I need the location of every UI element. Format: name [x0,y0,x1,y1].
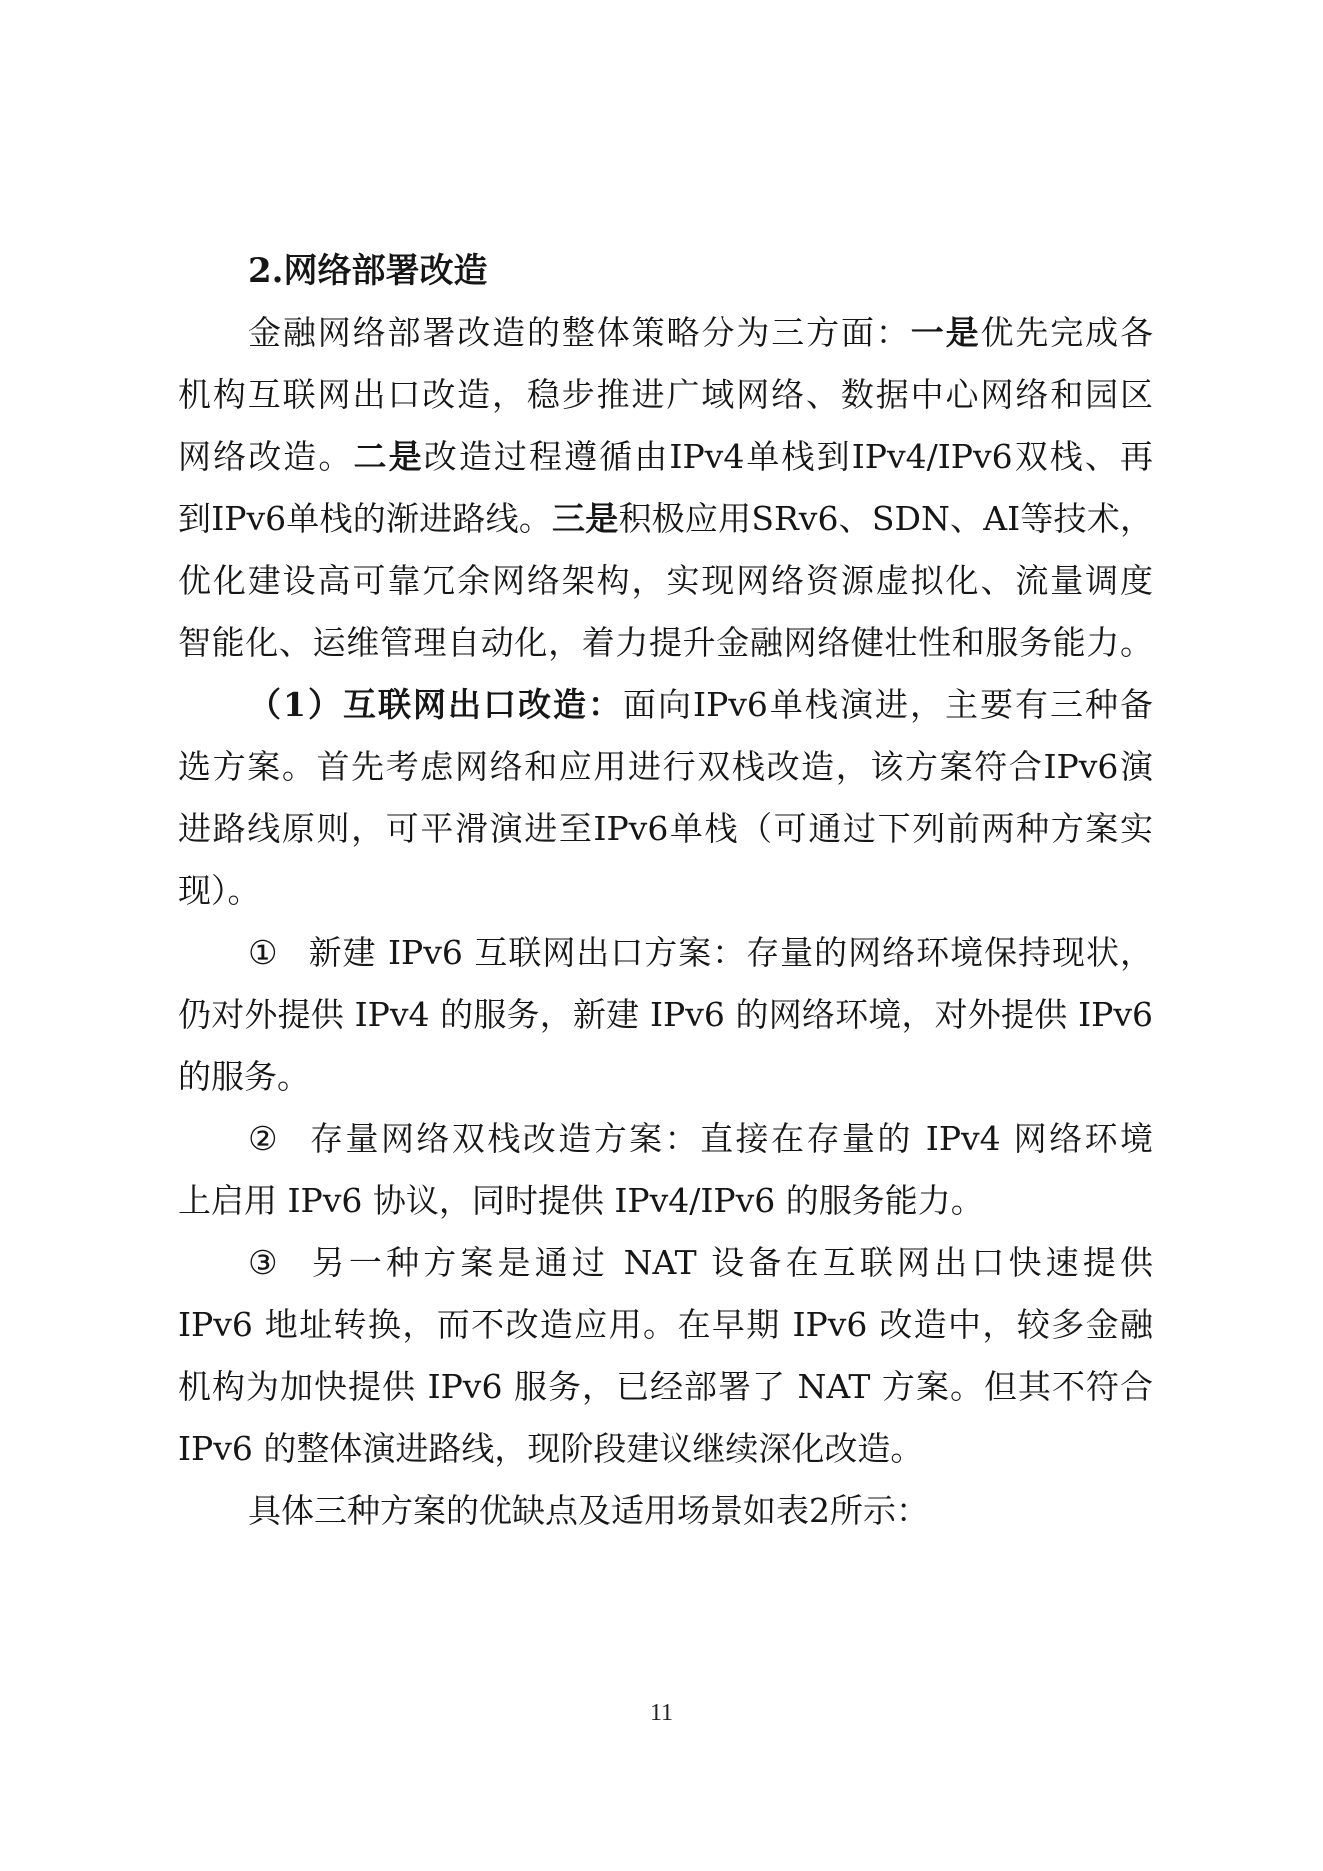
text-line: 上启用 IPv6 协议，同时提供 IPv4/IPv6 的服务能力。 [178,1181,984,1220]
text-run: 优先完成各 [980,313,1153,352]
text-run: 网络改造。 [178,437,354,476]
text-line [178,302,1153,364]
paragraph-option-1 [178,922,1153,1108]
paragraph-strategy [178,302,1153,674]
text-line: 选方案。首先考虑网络和应用进行双栈改造，该方案符合IPv6演 [178,747,1153,786]
text-line: IPv6 的整体演进路线，现阶段建议继续深化改造。 [178,1429,924,1468]
text-line [178,1232,1153,1294]
text-line: 机构为加快提供 IPv6 服务，已经部署了 NAT 方案。但其不符合 [178,1367,1153,1406]
text-run: 改造过程遵循由IPv4单栈到IPv4/IPv6双栈、再 [423,437,1153,476]
emphasis-second: 二是 [353,437,424,476]
text-line: IPv6 地址转换，而不改造应用。在早期 IPv6 改造中，较多金融 [178,1305,1153,1344]
text-run: 积极应用SRv6、SDN、AI等技术， [618,499,1153,538]
paragraph-option-3 [178,1232,1153,1480]
list-marker-2: ② [248,1119,278,1158]
text-run: 新建 IPv6 互联网出口方案：存量的网络环境保持现状， [307,933,1153,972]
text-line [178,922,1153,984]
subsection-title: （1）互联网出口改造： [248,685,624,724]
text-line [178,674,1153,736]
paragraph-internet-exit [178,674,1153,922]
text-line [178,1108,1153,1170]
text-line: 的服务。 [178,1057,310,1096]
list-marker-3: ③ [248,1243,278,1282]
section-heading: 2.网络部署改造 [248,251,488,291]
text-line: 优化建设高可靠冗余网络架构，实现网络资源虚拟化、流量调度 [178,561,1153,600]
text-run: 金融网络部署改造的整体策略分为三方面： [248,313,911,352]
page-number: 11 [649,1700,674,1726]
text-line: 进路线原则，可平滑演进至IPv6单栈（可通过下列前两种方案实 [178,809,1153,848]
list-marker-1: ① [248,933,278,972]
text-run: 到IPv6单栈的渐进路线。 [178,499,553,538]
text-run: 面向IPv6单栈演进，主要有三种备 [623,685,1153,724]
text-run: 另一种方案是通过 NAT 设备在互联网出口快速提供 [307,1243,1153,1282]
text-line [178,426,1153,488]
emphasis-first: 一是 [910,313,981,352]
text-run: 存量网络双栈改造方案：直接在存量的 IPv4 网络环境 [307,1119,1153,1158]
text-line: 现）。 [178,871,261,910]
text-line [178,488,1153,550]
text-line: 机构互联网出口改造，稳步推进广域网络、数据中心网络和园区 [178,375,1153,414]
text-line: 智能化、运维管理自动化，着力提升金融网络健壮性和服务能力。 [178,623,1153,662]
paragraph-table-reference [178,1480,1153,1542]
paragraph-option-2 [178,1108,1153,1232]
emphasis-third: 三是 [552,499,619,538]
text-line: 具体三种方案的优缺点及适用场景如表2所示： [248,1491,929,1530]
page-body [178,240,1153,1542]
text-line: 仍对外提供 IPv4 的服务，新建 IPv6 的网络环境，对外提供 IPv6 [178,995,1153,1034]
